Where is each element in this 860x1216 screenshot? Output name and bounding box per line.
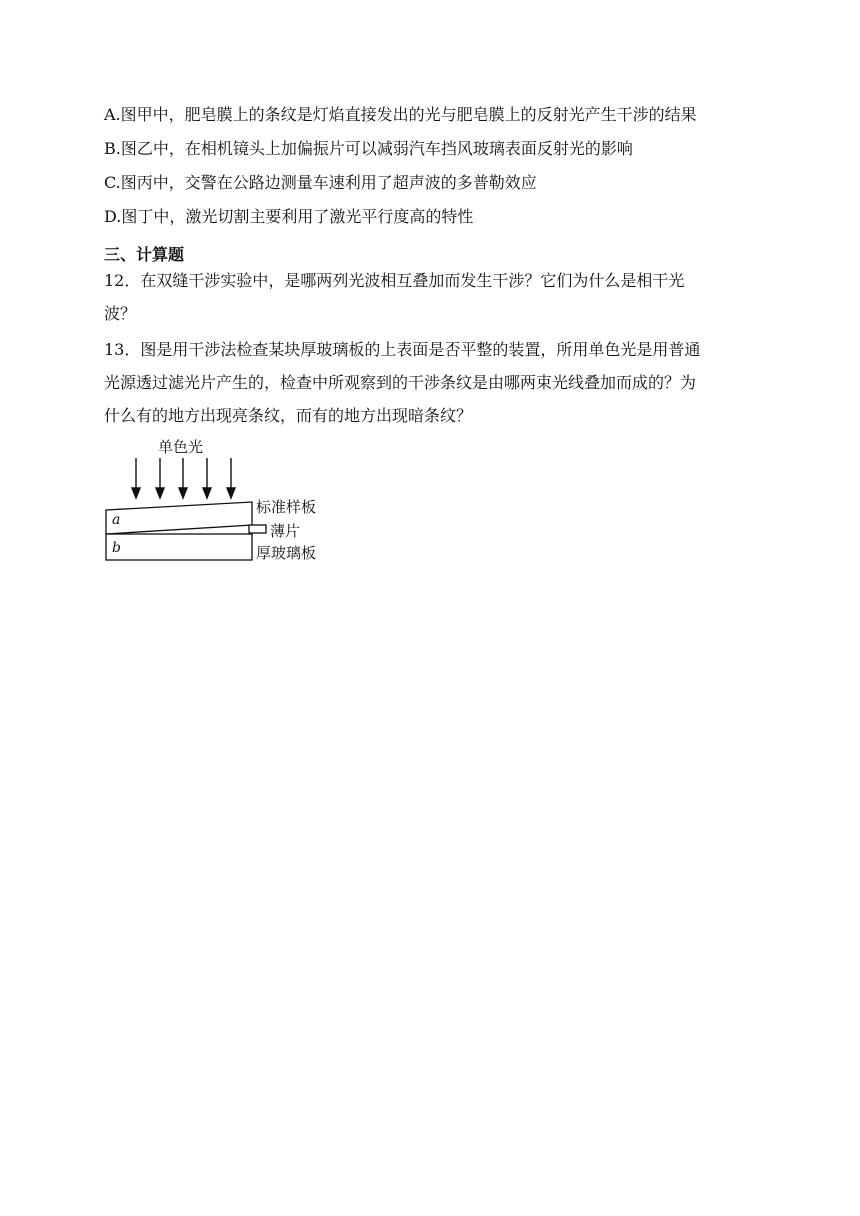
label-b: b	[112, 540, 121, 556]
section-heading: 三、计算题	[104, 245, 185, 264]
arrow-2	[156, 458, 164, 498]
thick-glass-plate-b	[106, 534, 252, 560]
arrow-1	[132, 458, 140, 498]
light-label: 单色光	[158, 438, 204, 456]
option-b: B.图乙中，在相机镜头上加偏振片可以减弱汽车挡风玻璃表面反射光的影响	[104, 139, 633, 158]
interference-apparatus-figure	[100, 430, 340, 570]
arrow-4	[203, 458, 211, 498]
option-a: A.图甲中，肥皂膜上的条纹是灯焰直接发出的光与肥皂膜上的反射光产生干涉的结果	[104, 105, 697, 124]
arrow-3	[179, 458, 187, 498]
question-12-line-2: 波？	[104, 304, 137, 323]
question-13-line-2: 光源透过滤光片产生的，检查中所观察到的干涉条纹是由哪两束光线叠加而成的？为	[104, 373, 697, 392]
arrow-5	[227, 458, 235, 498]
thin-shim	[249, 525, 266, 533]
thick-glass-label: 厚玻璃板	[256, 544, 317, 562]
question-12-line-1: 12．在双缝干涉实验中，是哪两列光波相互叠加而发生干涉？它们为什么是相干光	[104, 271, 685, 290]
incident-light-arrows	[132, 458, 235, 498]
question-13-line-3: 什么有的地方出现亮条纹，而有的地方出现暗条纹？	[104, 406, 473, 425]
option-c: C.图丙中，交警在公路边测量车速利用了超声波的多普勒效应	[104, 173, 537, 192]
standard-plate-a	[106, 502, 252, 534]
label-a: a	[112, 512, 121, 528]
option-d: D.图丁中，激光切割主要利用了激光平行度高的特性	[104, 207, 474, 226]
question-13-line-1: 13．图是用干涉法检查某块厚玻璃板的上表面是否平整的装置，所用单色光是用普通	[104, 340, 701, 359]
shim-label: 薄片	[270, 522, 301, 540]
standard-plate-label: 标准样板	[256, 498, 317, 516]
